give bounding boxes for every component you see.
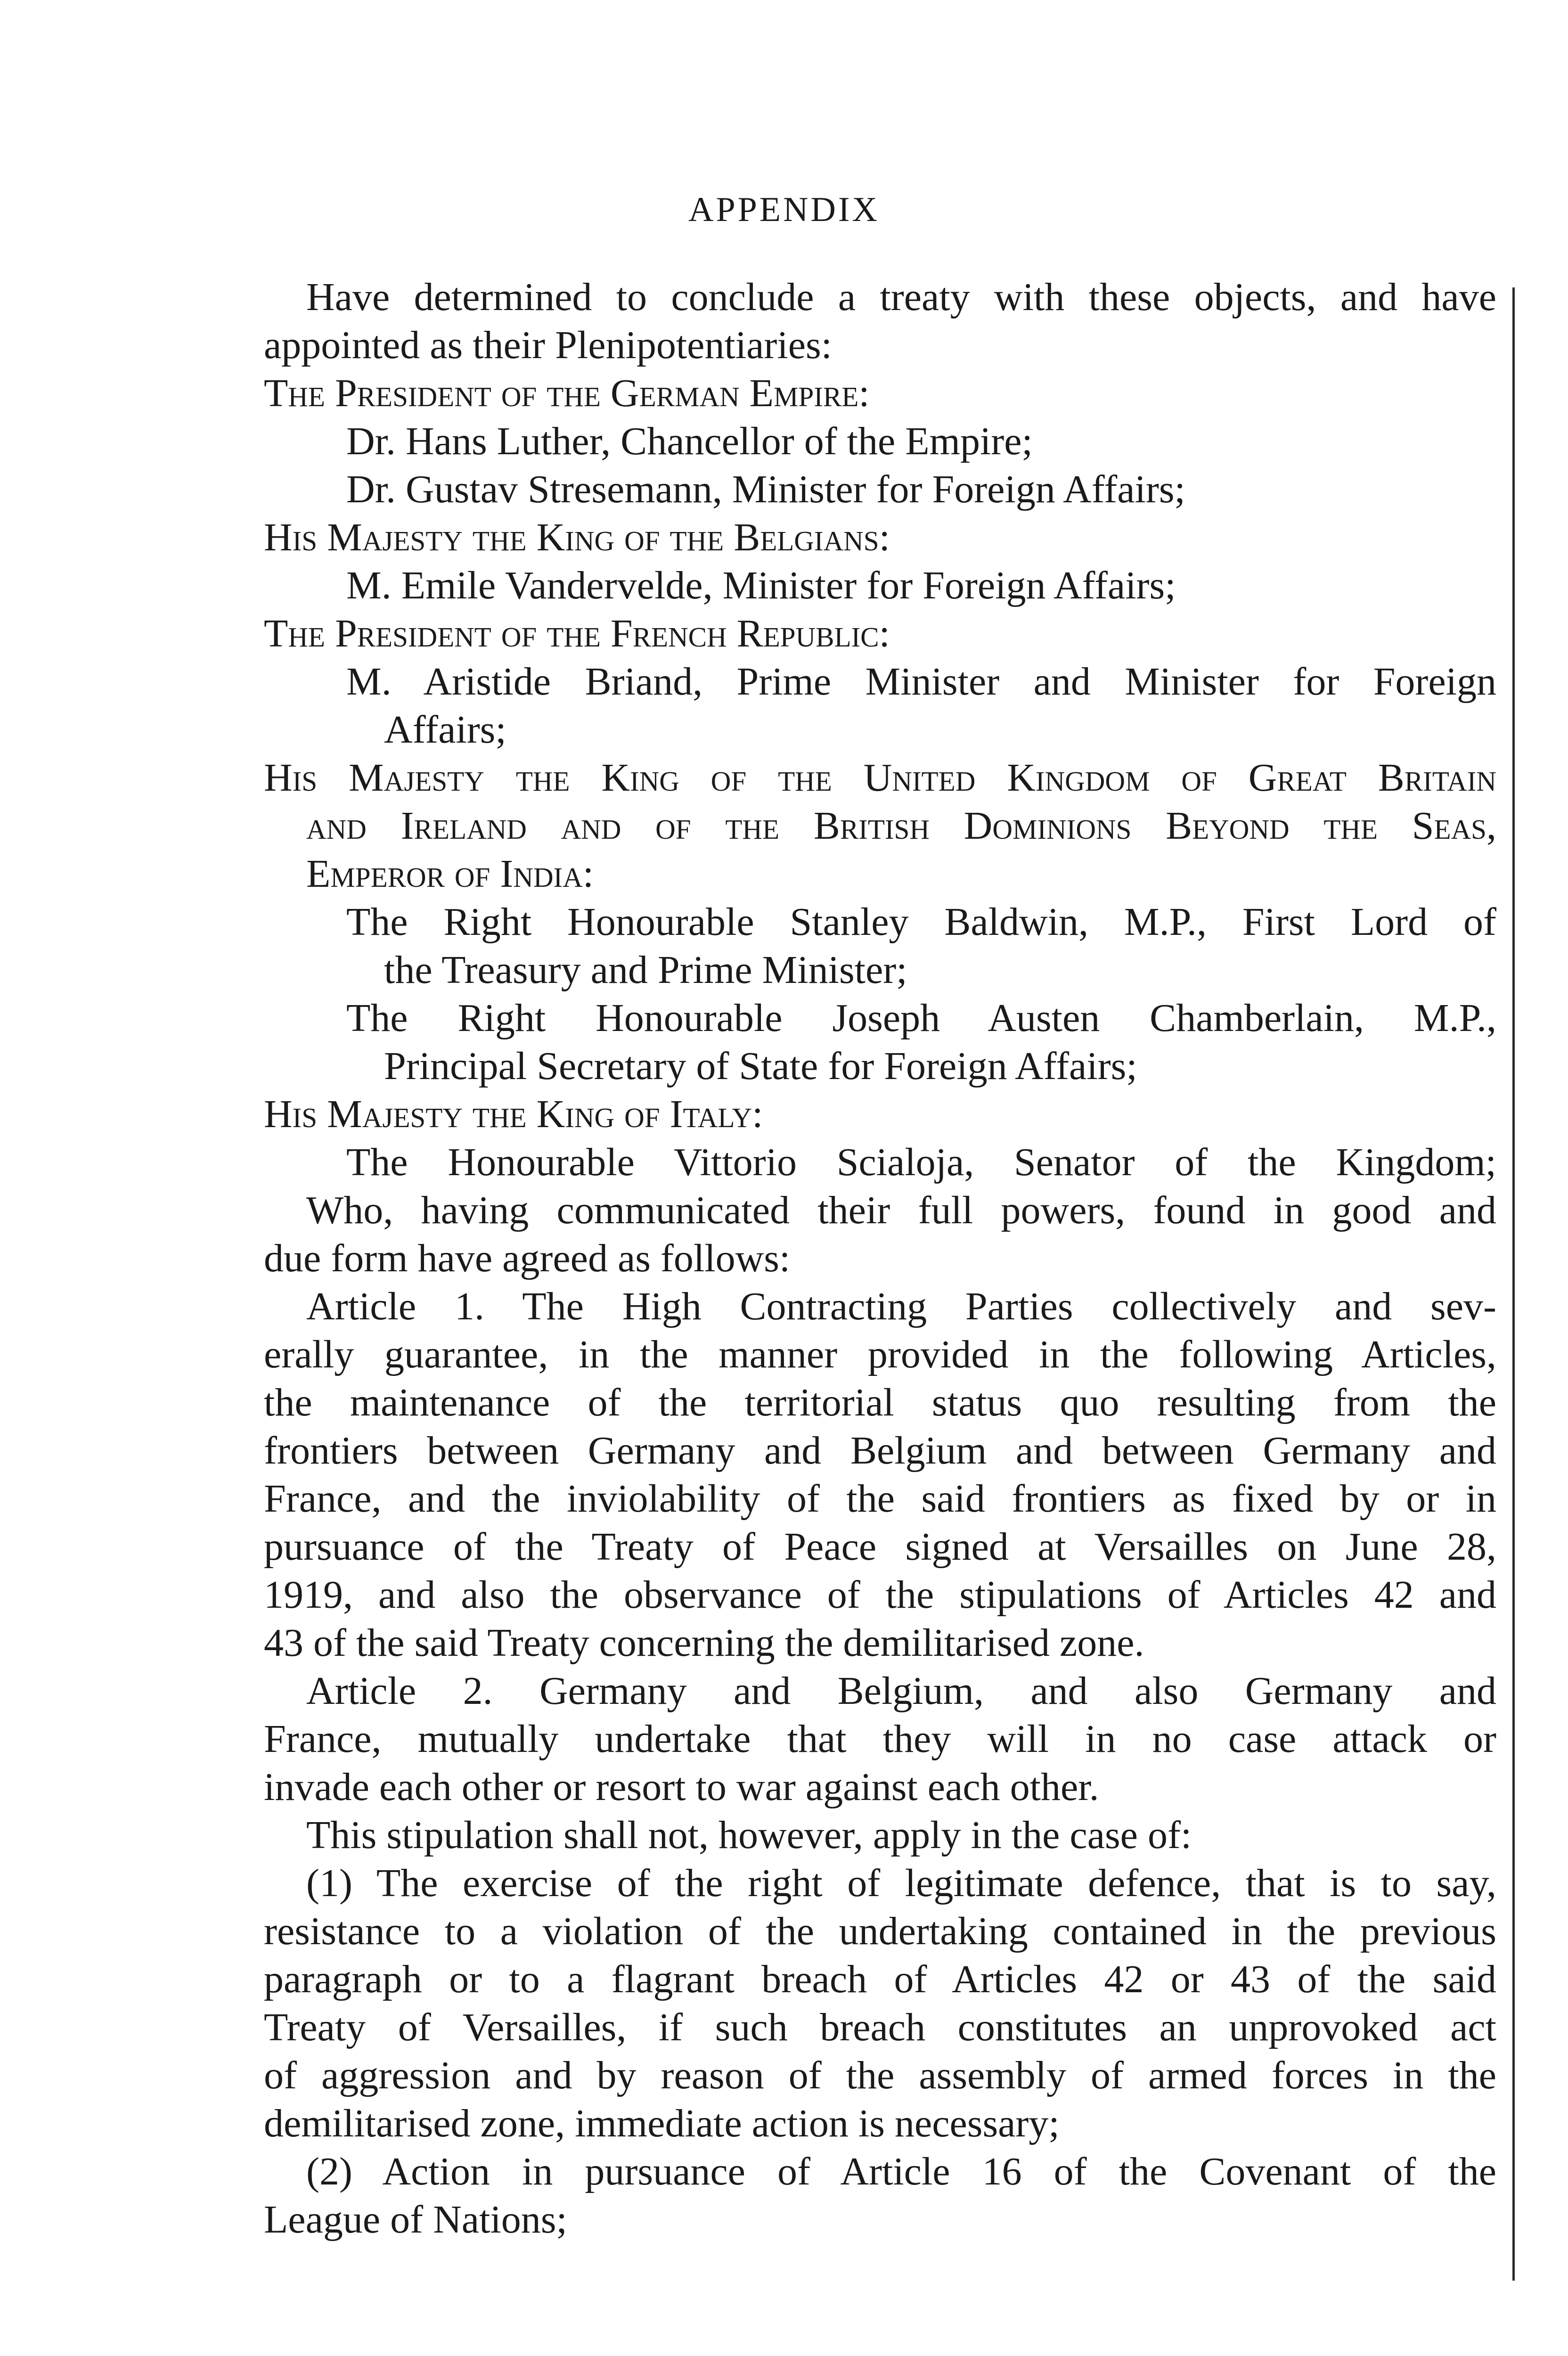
text-line: The Right Honourable Stanley Baldwin, M.P., First Lord of	[346, 900, 1496, 944]
text-line: resistance to a violation of the undertaking contained in the previous	[264, 1909, 1496, 1953]
text-line: the Treasury and Prime Minister;	[384, 948, 907, 992]
text-line: Affairs;	[384, 708, 506, 752]
text-line: demilitarised zone, immediate action is necessary;	[264, 2102, 1060, 2145]
text-line: Principal Secretary of State for Foreign Affairs;	[384, 1044, 1137, 1088]
page-title: APPENDIX	[688, 190, 880, 229]
text-line: of aggression and by reason of the assembly of armed forces in the	[264, 2053, 1496, 2097]
text-line: pursuance of the Treaty of Peace signed at Versailles on June 28,	[264, 1525, 1496, 1569]
text-line: Article 1. The High Contracting Parties collectively and sev-	[306, 1284, 1496, 1328]
text-line: frontiers between Germany and Belgium and between Germany and	[264, 1429, 1496, 1472]
margin-rule	[1512, 287, 1515, 2281]
text-line: Who, having communicated their full powers, found in good and	[306, 1188, 1496, 1232]
text-line: France, and the inviolability of the said frontiers as fixed by or in	[264, 1477, 1496, 1521]
text-line: The President of the French Republic:	[264, 612, 890, 655]
text-line: The President of the German Empire:	[264, 371, 870, 415]
text-line: (1) The exercise of the right of legitimate defence, that is to say,	[306, 1861, 1496, 1905]
text-line: due form have agreed as follows:	[264, 1236, 791, 1280]
text-line: M. Emile Vandervelde, Minister for Foreign Affairs;	[346, 564, 1176, 607]
text-line: Dr. Hans Luther, Chancellor of the Empire;	[346, 419, 1033, 463]
text-line: Emperor of India:	[306, 852, 594, 896]
text-line: Dr. Gustav Stresemann, Minister for Foreign Affairs;	[346, 467, 1185, 511]
text-line: appointed as their Plenipotentiaries:	[264, 323, 833, 367]
text-line: paragraph or to a flagrant breach of Articles 42 or 43 of the said	[264, 1957, 1496, 2001]
text-line: invade each other or resort to war against each other.	[264, 1765, 1099, 1809]
text-line: Treaty of Versailles, if such breach constitutes an unprovoked act	[264, 2005, 1496, 2049]
text-line: France, mutually undertake that they will in no case attack or	[264, 1717, 1496, 1761]
text-line: This stipulation shall not, however, apply in the case of:	[306, 1813, 1192, 1857]
text-line: Article 2. Germany and Belgium, and also Germany and	[306, 1669, 1496, 1713]
text-line: Have determined to conclude a treaty with these objects, and have	[306, 275, 1496, 319]
text-line: His Majesty the King of the Belgians:	[264, 515, 890, 559]
text-line: erally guarantee, in the manner provided in the following Articles,	[264, 1333, 1496, 1376]
treaty-text	[264, 273, 1496, 2244]
text-line: The Right Honourable Joseph Austen Chamberlain, M.P.,	[346, 996, 1496, 1040]
text-line: the maintenance of the territorial status quo resulting from the	[264, 1381, 1496, 1424]
text-line: and Ireland and of the British Dominions Beyond the Seas,	[306, 804, 1496, 848]
text-line: His Majesty the King of the United Kingdom of Great Britain	[264, 756, 1496, 800]
text-line: His Majesty the King of Italy:	[264, 1092, 763, 1136]
text-line: The Honourable Vittorio Scialoja, Senator of the Kingdom;	[346, 1140, 1496, 1184]
text-line: League of Nations;	[264, 2198, 567, 2241]
text-line: 43 of the said Treaty concerning the demilitarised zone.	[264, 1621, 1144, 1665]
text-line: (2) Action in pursuance of Article 16 of the Covenant of the	[306, 2150, 1496, 2193]
text-line: M. Aristide Briand, Prime Minister and Minister for Foreign	[346, 660, 1496, 704]
text-line: 1919, and also the observance of the stipulations of Articles 42 and	[264, 1573, 1496, 1617]
